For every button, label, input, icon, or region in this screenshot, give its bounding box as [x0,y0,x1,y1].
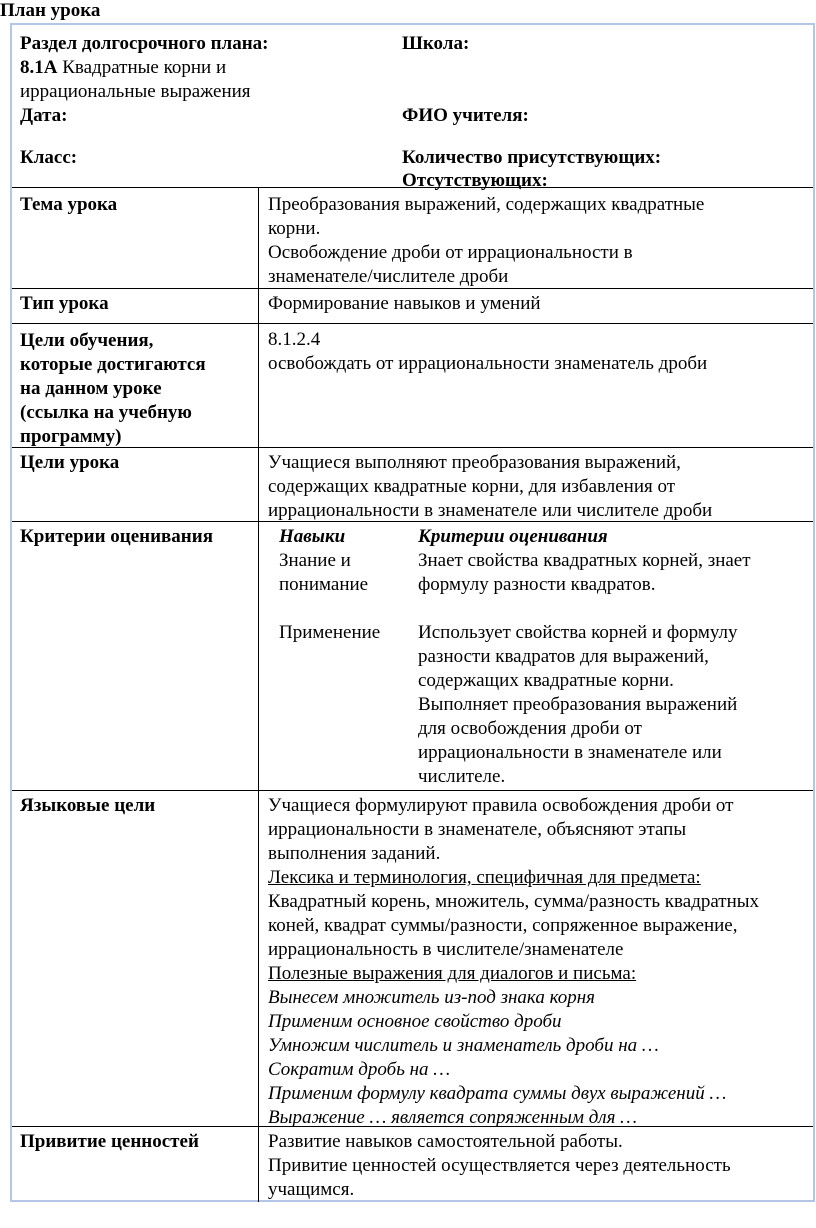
section-name-line2: иррациональные выражения [20,81,251,102]
skill-knowledge: Знание и [279,550,351,571]
section-label: Раздел долгосрочного плана: [20,33,269,54]
vocab-line: коней, квадрат суммы/разности, сопряженное выражение, [268,915,738,936]
phrase-item: Вынесем множитель из-под знака корня [268,987,595,1008]
phrase-item: Выражение … является сопряженным для … [268,1107,638,1128]
learning-goals-label: (ссылка на учебную [20,402,192,423]
section-name-line1: Квадратные корни и [62,57,227,78]
date-label: Дата: [20,105,68,126]
criterion-application-line: иррациональности в знаменателе или [418,742,722,763]
language-intro-line: выполнения заданий. [268,843,441,864]
learning-goals-label: программу) [20,426,122,447]
criteria-label: Критерии оценивания [20,526,213,547]
language-intro-line: Учащиеся формулируют правила освобождения дроби от [268,795,734,816]
type-value: Формирование навыков и умений [268,293,541,314]
teacher-label: ФИО учителя: [402,105,529,126]
type-label: Тип урока [20,293,109,314]
phrase-item: Сократим дробь на … [268,1059,451,1080]
values-line: Привитие ценностей осуществляется через деятельность [268,1155,731,1176]
section-name [20,56,226,81]
section-code: 8.1A [20,57,58,78]
learning-goals-label: Цели обучения, [20,330,154,351]
learning-goals-label: которые достигаются [20,354,206,375]
topic-line: корни. [268,218,321,239]
column-divider [258,187,259,1202]
lesson-goals-line: иррациональности в знаменателе или числителе дроби [268,500,713,521]
criterion-application-line: содержащих квадратные корни. [418,670,674,691]
row-divider [12,790,813,791]
document-title: План урока [0,0,101,21]
values-label: Привитие ценностей [20,1131,199,1152]
absent-label: Отсутствующих: [402,170,548,191]
topic-label: Тема урока [20,194,118,215]
learning-goals-label: на данном уроке [20,378,162,399]
criteria-skills-header: Навыки [279,526,346,547]
phrase-item: Умножим числитель и знаменатель дроби на … [268,1035,659,1056]
lesson-goals-label: Цели урока [20,452,120,473]
learning-goal-code: 8.1.2.4 [268,329,321,350]
phrase-item: Применим формулу квадрата суммы двух выражений … [268,1083,727,1104]
vocab-line: Квадратный корень, множитель, сумма/разность квадратных [268,891,760,912]
criterion-application-line: Выполняет преобразования выражений [418,694,738,715]
school-label: Школа: [402,33,470,54]
row-divider [12,323,813,324]
vocab-heading: Лексика и терминология, специфичная для предмета: [268,867,701,888]
criterion-application-line: разности квадратов для выражений, [418,646,709,667]
lesson-plan-table [10,23,815,1202]
skill-application: Применение [279,622,381,643]
criterion-application-line: числителе. [418,766,506,787]
criteria-criteria-header: Критерии оценивания [418,526,608,547]
present-label: Количество присутствующих: [402,147,662,168]
topic-line: Преобразования выражений, содержащих квадратные [268,194,705,215]
topic-line: знаменателе/числителе дроби [268,266,509,287]
phrase-item: Применим основное свойство дроби [268,1011,562,1032]
values-line: учащимся. [268,1179,355,1200]
vocab-line: иррациональность в числителе/знаменателе [268,939,624,960]
lesson-goals-line: Учащиеся выполняют преобразования выражений, [268,452,681,473]
values-line: Развитие навыков самостоятельной работы. [268,1131,623,1152]
criterion-application-line: для освобождения дроби от [418,718,642,739]
criterion-knowledge-line: формулу разности квадратов. [418,574,656,595]
language-goals-label: Языковые цели [20,795,156,816]
lesson-goals-line: содержащих квадратные корни, для избавления от [268,476,676,497]
phrases-heading: Полезные выражения для диалогов и письма: [268,963,637,984]
language-intro-line: иррациональности в знаменателе, объясняют этапы [268,819,687,840]
topic-line: Освобождение дроби от иррациональности в [268,242,633,263]
criterion-knowledge-line: Знает свойства квадратных корней, знает [418,550,751,571]
criterion-application-line: Использует свойства корней и формулу [418,622,738,643]
class-label: Класс: [20,147,78,168]
row-divider [12,447,813,448]
skill-knowledge: понимание [279,574,369,595]
learning-goal-text: освобождать от иррациональности знаменатель дроби [268,353,708,374]
